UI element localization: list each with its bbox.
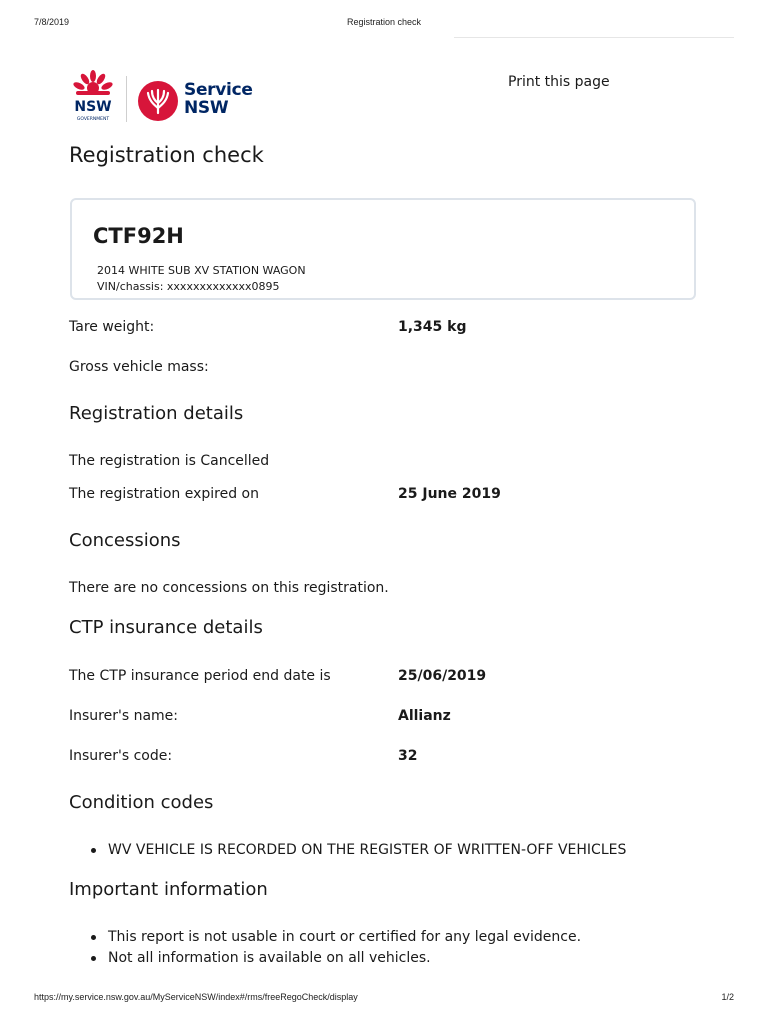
vehicle-description-block (97, 263, 306, 295)
tare-weight-value: 1,345 kg (398, 319, 467, 335)
important-info-text: This report is not usable in court or certified for any legal evidence. (108, 929, 582, 945)
registration-expiry-value: 25 June 2019 (398, 486, 501, 502)
vehicle-description: 2014 WHITE SUB XV STATION WAGON (97, 264, 306, 277)
list-item (88, 840, 626, 861)
print-header (34, 17, 734, 37)
vehicle-summary-card (70, 198, 696, 300)
header-rule (454, 37, 734, 38)
important-info-text: Not all information is available on all vehicles. (108, 950, 431, 966)
insurer-name-value: Allianz (398, 708, 451, 724)
service-wordmark-line2: NSW (184, 98, 229, 118)
insurer-code-label: Insurer's code: (69, 748, 173, 764)
page-title: Registration check (69, 143, 264, 167)
service-nsw-wordmark (184, 81, 253, 117)
print-doc-title: Registration check (346, 17, 422, 27)
insurer-code-row (69, 748, 699, 770)
condition-code-text: WV VEHICLE IS RECORDED ON THE REGISTER OF WRITTEN-OFF VEHICLES (108, 842, 627, 858)
service-wordmark-line1: Service (184, 80, 253, 100)
nsw-government-logo (70, 70, 116, 124)
nsw-logo-text: NSW (74, 99, 112, 115)
registration-expiry-row (69, 486, 699, 508)
list-item (88, 948, 581, 969)
government-logo-text: GOVERNMENT (76, 117, 110, 122)
bullet-icon (91, 848, 96, 853)
concessions-text: There are no concessions on this registration. (69, 580, 389, 596)
ctp-period-label: The CTP insurance period end date is (69, 668, 331, 684)
condition-codes-heading: Condition codes (69, 792, 214, 813)
bullet-icon (91, 956, 96, 961)
tare-weight-label: Tare weight: (69, 319, 155, 335)
important-information-list (88, 927, 581, 969)
print-page-link[interactable]: Print this page (508, 74, 610, 90)
plate-number: CTF92H (93, 224, 184, 248)
service-nsw-waratah-icon (137, 80, 179, 122)
ctp-period-value: 25/06/2019 (398, 668, 487, 684)
gross-vehicle-mass-row (69, 359, 699, 381)
ctp-period-row (69, 668, 699, 690)
logo-area (70, 70, 270, 130)
logo-divider (126, 76, 127, 122)
registration-status: The registration is Cancelled (69, 453, 270, 469)
ctp-insurance-heading: CTP insurance details (69, 617, 263, 638)
vehicle-vin: VIN/chassis: xxxxxxxxxxxxx0895 (97, 280, 280, 293)
tare-weight-row (69, 319, 699, 341)
print-date: 7/8/2019 (34, 17, 70, 27)
condition-codes-list (88, 840, 626, 861)
insurer-code-value: 32 (398, 748, 418, 764)
list-item (88, 927, 581, 948)
gross-vehicle-mass-label: Gross vehicle mass: (69, 359, 209, 375)
print-page-number: 1/2 (721, 992, 734, 1002)
bullet-icon (91, 935, 96, 940)
concessions-heading: Concessions (69, 530, 181, 551)
registration-expiry-label: The registration expired on (69, 486, 259, 502)
insurer-name-row (69, 708, 699, 730)
registration-details-heading: Registration details (69, 403, 244, 424)
important-information-heading: Important information (69, 879, 268, 900)
print-footer-url: https://my.service.nsw.gov.au/MyServiceNSW/index#/rms/freeRegoCheck/display (34, 992, 358, 1002)
insurer-name-label: Insurer's name: (69, 708, 178, 724)
